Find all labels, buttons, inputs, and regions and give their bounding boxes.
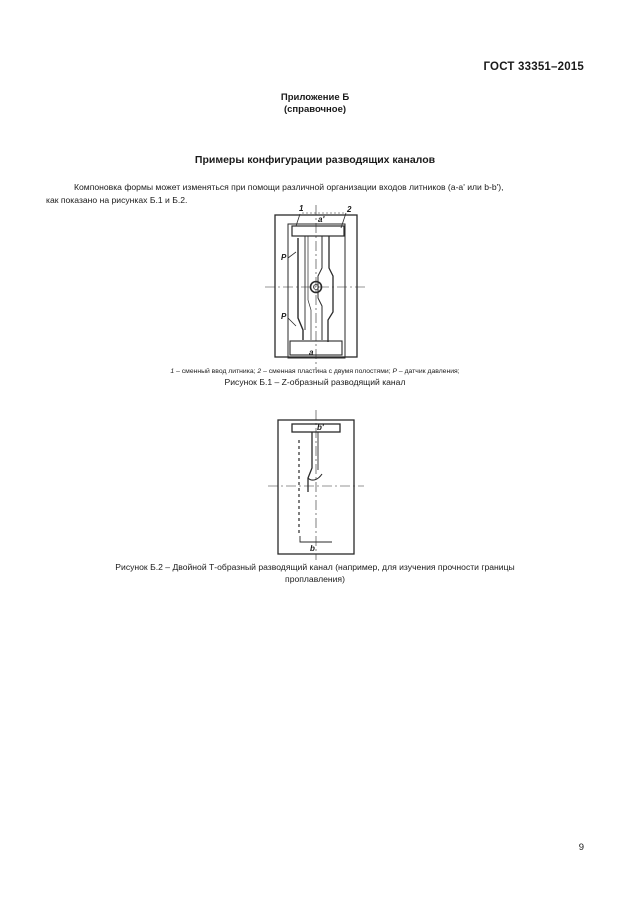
- fig1-label-2: 2: [347, 205, 352, 214]
- appendix-subtitle: (справочное): [283, 104, 347, 115]
- appendix-title: Приложение Б: [280, 92, 350, 103]
- fig1-label-1: 1: [299, 204, 304, 213]
- fig1-label-p-lower: P: [281, 312, 287, 321]
- section-title: Примеры конфигурации разводящих каналов: [194, 154, 436, 166]
- fig1-label-p-upper: P: [281, 253, 287, 262]
- fig2-t-stem: [308, 432, 312, 492]
- fig1-label-a: a: [309, 348, 314, 357]
- fig2-label-b-prime: b': [317, 423, 324, 432]
- fig1-label-a-prime: a': [318, 215, 325, 224]
- figure-2-caption: Рисунок Б.2 – Двойной Т-образный разводящий канал (например, для изучения прочности границы проплавления): [115, 562, 515, 584]
- page-number: 9: [578, 842, 584, 853]
- fig2-label-b: b: [310, 544, 315, 553]
- paragraph-line-1: Компоновка формы может изменяться при помощи различной организации входов литников (а-а' или b-b'),: [74, 182, 504, 192]
- figure-1-legend: 1 – сменный ввод литника; 2 – сменная пластина с двумя полостями; P – датчик давления;: [170, 368, 460, 375]
- paragraph-line-2: как показано на рисунках Б.1 и Б.2.: [46, 195, 188, 205]
- figure-1-caption: Рисунок Б.1 – Z-образный разводящий канал: [224, 377, 406, 387]
- standard-code: ГОСТ 33351–2015: [483, 61, 584, 73]
